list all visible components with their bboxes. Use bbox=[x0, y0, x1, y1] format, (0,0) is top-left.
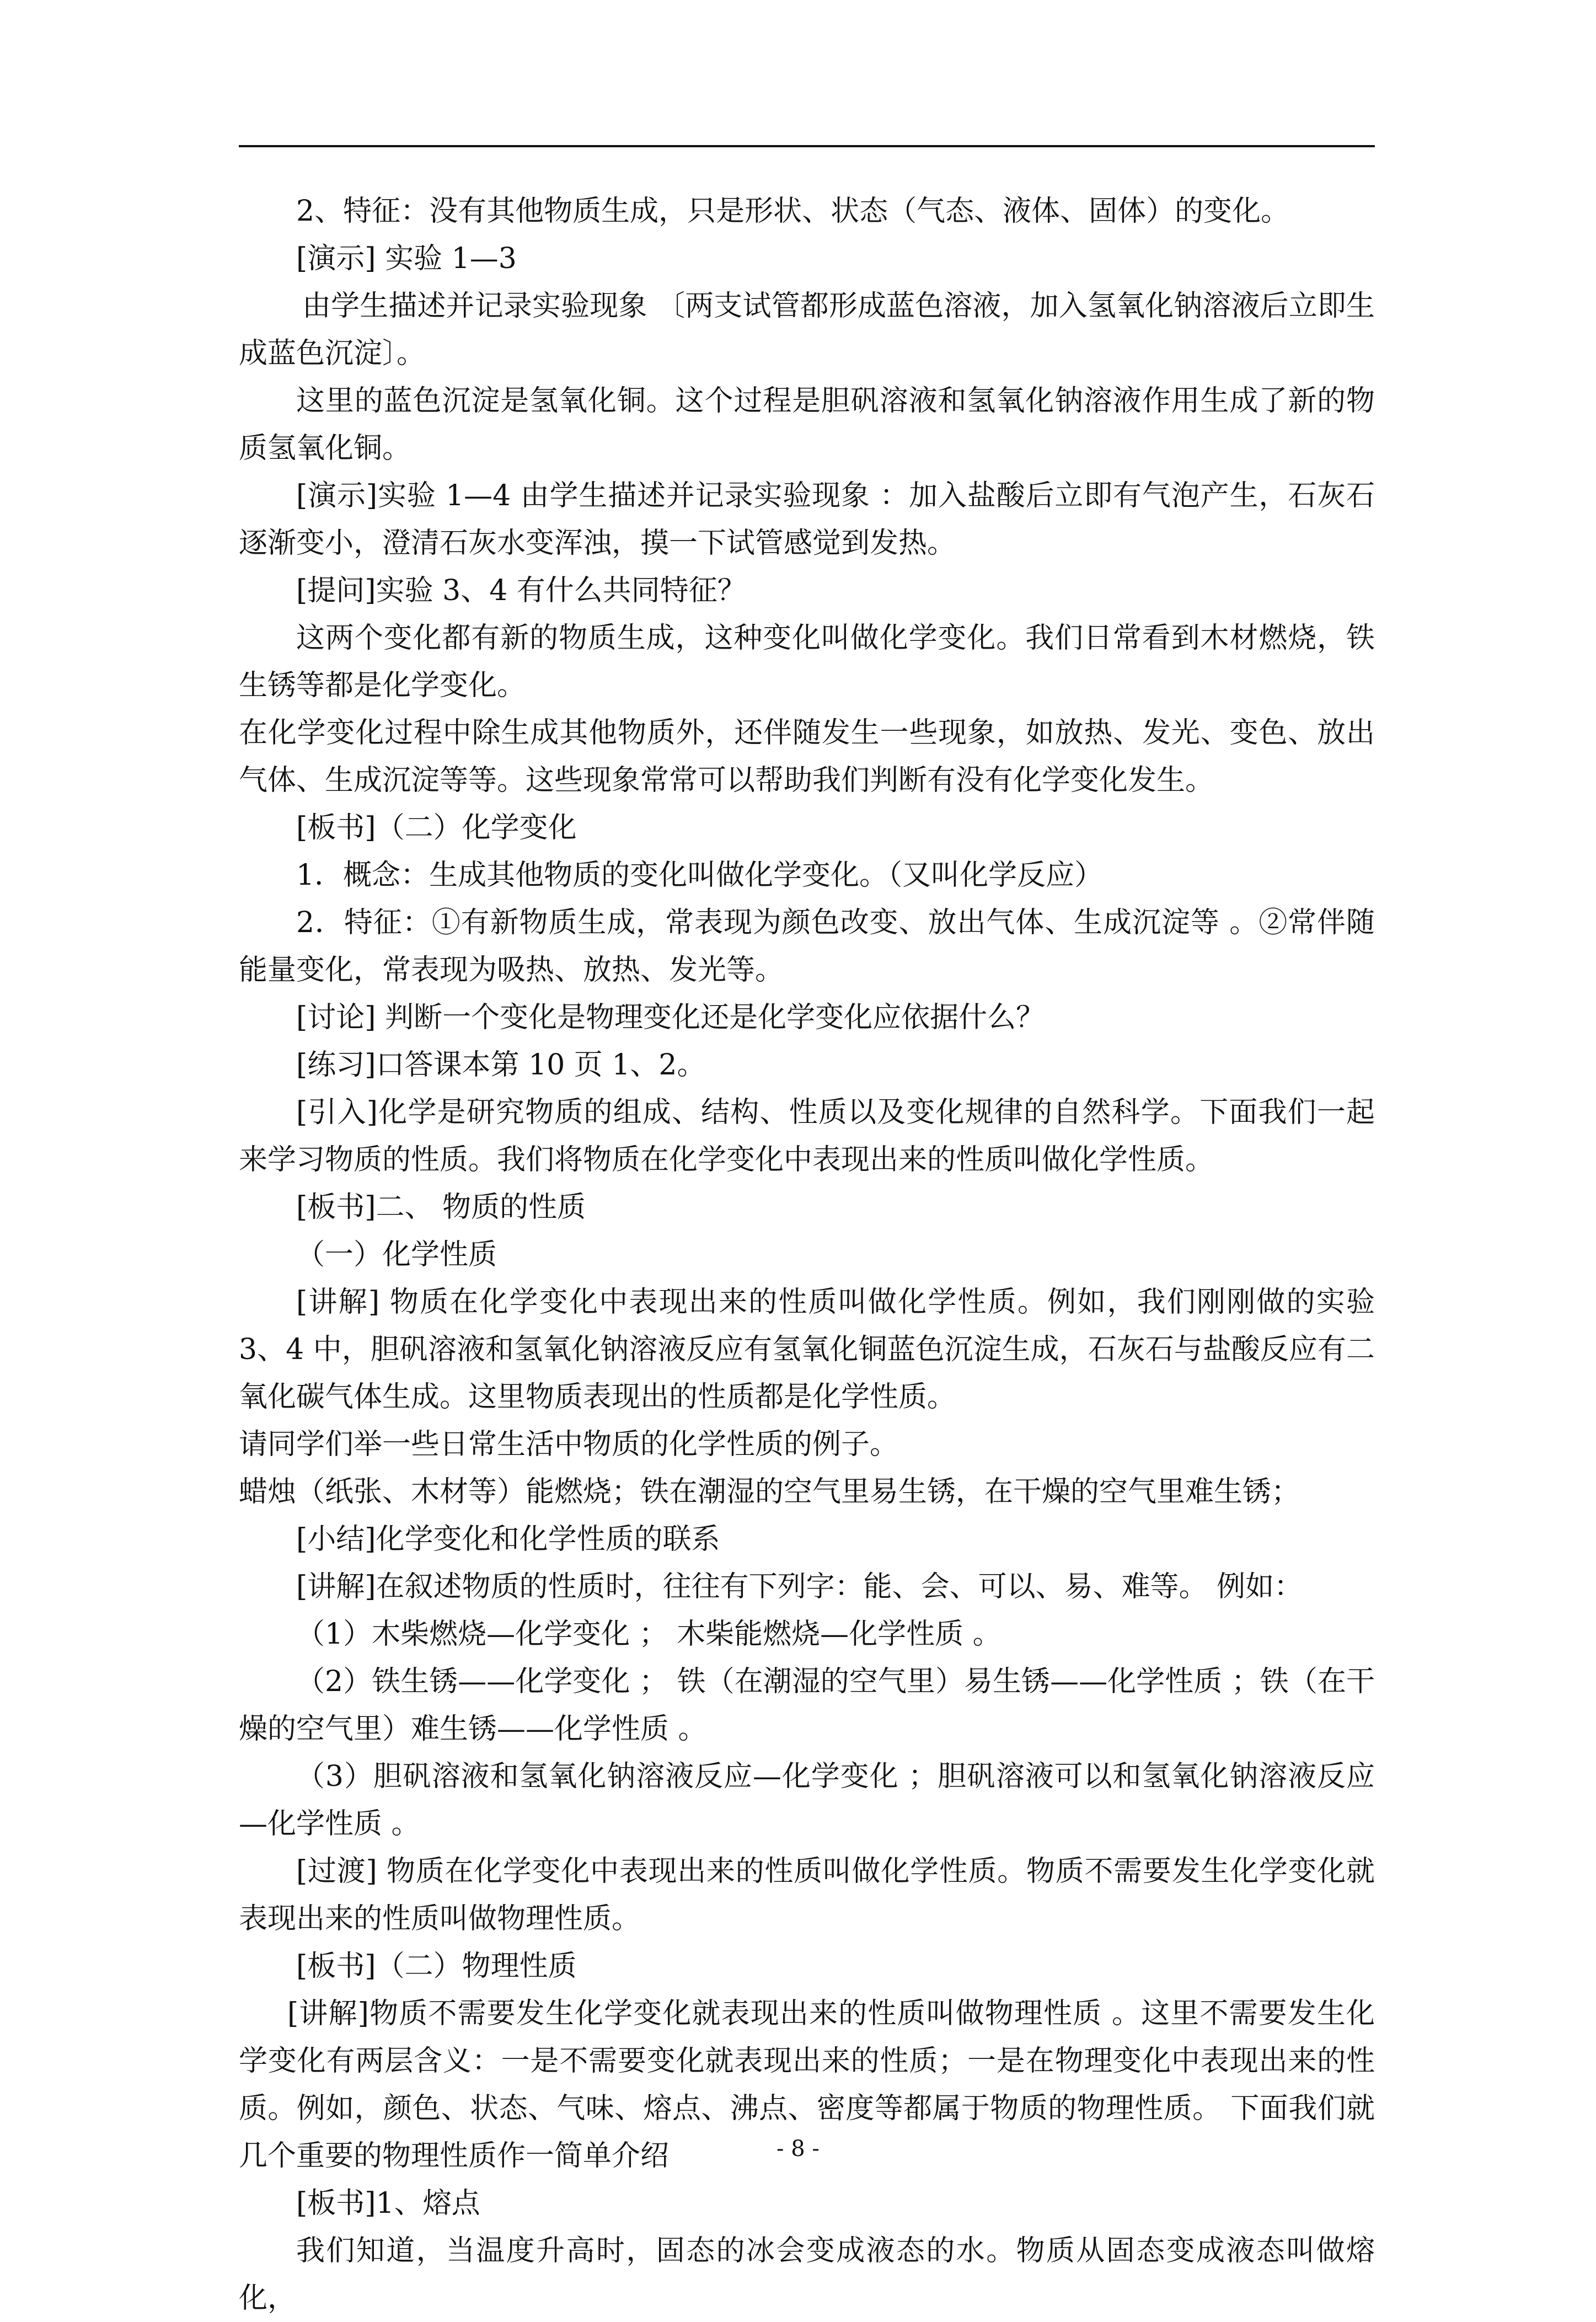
paragraph: [演示]实验 1—4 由学生描述并记录实验现象 ：加入盐酸后立即有气泡产生，石灰石逐渐变小，澄清石灰水变浑浊，摸一下试管感觉到发热。 bbox=[239, 479, 1375, 560]
paragraph: （一）化学性质 bbox=[296, 1238, 497, 1271]
paragraph: [演示] 实验 1—3 bbox=[296, 242, 517, 275]
paragraph: [板书]（二）物理性质 bbox=[296, 1950, 577, 1983]
paragraph: [讲解]物质不需要发生化学变化就表现出来的性质叫做物理性质 。这里不需要发生化学变化有两层含义：一是不需要变化就表现出来的性质；一是在物理变化中表现出来的性质。例如，颜色、状态、气味、熔点、沸点、密度等都属于物质的物理性质。 下面我们就几个重要的物理性质作一简单介绍 bbox=[239, 1997, 1375, 2173]
paragraph: [讨论] 判断一个变化是物理变化还是化学变化应依据什么？ bbox=[296, 1001, 1045, 1034]
paragraph: 蜡烛（纸张、木材等）能燃烧；铁在潮湿的空气里易生锈，在干燥的空气里难生锈； bbox=[239, 1475, 1300, 1508]
paragraph: [引入]化学是研究物质的组成、结构、性质以及变化规律的自然科学。下面我们一起来学习物质的性质。我们将物质在化学变化中表现出来的性质叫做化学性质。 bbox=[239, 1096, 1375, 1176]
page-number: - 8 - bbox=[776, 2136, 820, 2162]
paragraph: [小结]化学变化和化学性质的联系 bbox=[296, 1523, 720, 1556]
paragraph: 2．特征：①有新物质生成，常表现为颜色改变、放出气体、生成沉淀等 。②常伴随能量变化，常表现为吸热、放热、发光等。 bbox=[239, 906, 1375, 987]
document-body bbox=[239, 188, 1375, 2322]
paragraph: [板书]1、熔点 bbox=[296, 2187, 480, 2220]
paragraph: （1）木柴燃烧—化学变化 ； 木柴能燃烧—化学性质 。 bbox=[296, 1618, 1001, 1651]
paragraph: [讲解] 物质在化学变化中表现出来的性质叫做化学性质。例如，我们刚刚做的实验 3、4 中，胆矾溶液和氢氧化钠溶液反应有氢氧化铜蓝色沉淀生成，石灰石与盐酸反应有二氧化碳气体生成。这里物质表现出的性质都是化学性质。 bbox=[239, 1286, 1375, 1414]
paragraph: [板书]二、 物质的性质 bbox=[296, 1191, 586, 1224]
paragraph: 2、特征：没有其他物质生成，只是形状、状态（气态、液体、固体）的变化。 bbox=[296, 195, 1290, 228]
paragraph: [过渡] 物质在化学变化中表现出来的性质叫做化学性质。物质不需要发生化学变化就表现出来的性质叫做物理性质。 bbox=[239, 1855, 1375, 1935]
paragraph: 这里的蓝色沉淀是氢氧化铜。这个过程是胆矾溶液和氢氧化钠溶液作用生成了新的物质氢氧化铜。 bbox=[239, 384, 1375, 465]
paragraph: 请同学们举一些日常生活中物质的化学性质的例子。 bbox=[239, 1428, 899, 1461]
paragraph: [提问]实验 3、4 有什么共同特征？ bbox=[296, 574, 746, 607]
paragraph: 在化学变化过程中除生成其他物质外，还伴随发生一些现象，如放热、发光、变色、放出气体、生成沉淀等等。这些现象常常可以帮助我们判断有没有化学变化发生。 bbox=[239, 716, 1375, 797]
paragraph: [练习]口答课本第 10 页 1、2。 bbox=[296, 1048, 706, 1082]
paragraph: 我们知道，当温度升高时，固态的冰会变成液态的水。物质从固态变成液态叫做熔化， bbox=[239, 2234, 1375, 2315]
paragraph: （3）胆矾溶液和氢氧化钠溶液反应—化学变化 ；胆矾溶液可以和氢氧化钠溶液反应—化学性质 。 bbox=[239, 1760, 1375, 1841]
header-rule bbox=[239, 145, 1375, 147]
paragraph: [讲解]在叙述物质的性质时，往往有下列字：能、会、可以、易、难等。 例如： bbox=[296, 1570, 1303, 1603]
paragraph: 由学生描述并记录实验现象 〔两支试管都形成蓝色溶液，加入氢氧化钠溶液后立即生成蓝色沉淀〕。 bbox=[239, 290, 1375, 370]
paragraph: 1．概念：生成其他物质的变化叫做化学变化。（又叫化学反应） bbox=[296, 859, 1104, 892]
paragraph: 这两个变化都有新的物质生成，这种变化叫做化学变化。我们日常看到木材燃烧，铁生锈等都是化学变化。 bbox=[239, 622, 1375, 702]
paragraph: （2）铁生锈——化学变化 ； 铁（在潮湿的空气里）易生锈——化学性质 ；铁（在干燥的空气里）难生锈——化学性质 。 bbox=[239, 1665, 1375, 1746]
paragraph: [板书]（二）化学变化 bbox=[296, 811, 577, 844]
